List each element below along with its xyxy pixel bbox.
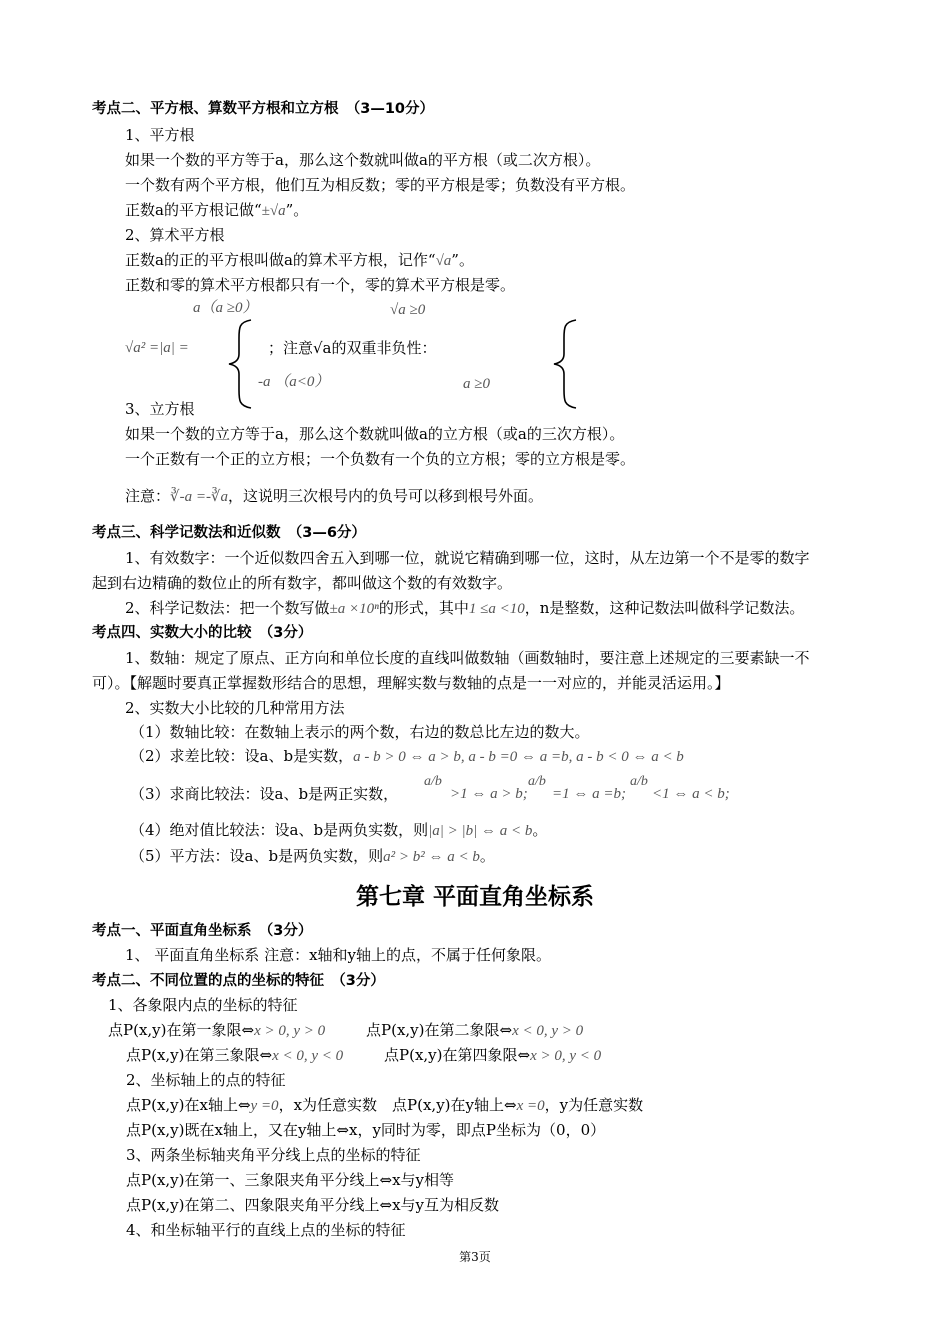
fraction-text: a/b: [528, 774, 546, 789]
text: （2）求差比较：设a、b是实数，: [130, 747, 354, 765]
text: 正数a的平方根记做“: [125, 201, 262, 219]
section-heading-scientific-notation: 考点三、科学记数法和近似数 （3—6分）: [92, 525, 366, 541]
text: 点P(x,y)在第一象限⇔: [108, 1021, 255, 1039]
formula: 1 ≤a <10: [468, 601, 525, 617]
method-item: [130, 820, 547, 841]
paragraph: 如果一个数的平方等于a，那么这个数就叫做a的平方根（或二次方根）。: [125, 151, 601, 169]
formula: =1 ⇔ a =b;: [552, 786, 626, 802]
fraction-text: a/b: [630, 774, 648, 789]
paragraph: [125, 200, 308, 221]
text: （4）绝对值比较法：设a、b是两负实数，则: [130, 821, 429, 839]
formula: ∛-a =-∛a: [170, 489, 228, 505]
section-heading-square-roots: 考点二、平方根、算数平方根和立方根 （3—10分）: [92, 101, 435, 117]
fraction: [424, 774, 442, 790]
formula: x =0: [516, 1098, 545, 1114]
case-left: √a² =|a| =: [125, 340, 189, 356]
text: 注意：: [125, 487, 171, 505]
chapter-title: 第七章 平面直角坐标系: [355, 884, 594, 910]
paragraph: [125, 486, 543, 507]
text: 的形式，其中: [378, 599, 469, 617]
text: ”。: [451, 251, 474, 269]
text: 。: [532, 821, 548, 839]
left-brace-icon: [225, 318, 255, 410]
subheading-cube-root: 3、立方根: [125, 400, 195, 418]
text: 点P(x,y)在第三象限⇔: [126, 1046, 273, 1064]
method-item: （1）数轴比较：在数轴上表示的两个数，右边的数总比左边的数大。: [130, 723, 590, 741]
formula: x < 0, y < 0: [272, 1048, 344, 1064]
paragraph: 如果一个数的立方等于a，那么这个数就叫做a的立方根（或a的三次方根）。: [125, 425, 625, 443]
case-top: a（a ≥0）: [193, 300, 258, 316]
left-brace-icon: [550, 318, 580, 410]
paragraph: 2、实数大小比较的几种常用方法: [125, 699, 345, 717]
formula: √a: [435, 253, 452, 269]
text: ，这说明三次根号内的负号可以移到根号外面。: [228, 487, 544, 505]
paragraph: 起到右边精确的数位止的所有数字，都叫做这个数的有效数字。: [92, 574, 513, 592]
text: 2、科学记数法：把一个数写做: [125, 599, 330, 617]
paragraph: 1、有效数字：一个近似数四舍五入到哪一位，就说它精确到哪一位，这时，从左边第一个不是零的数字: [125, 549, 810, 567]
fraction-text: a/b: [424, 774, 442, 789]
quadrant-line: [126, 1045, 343, 1066]
text: ，x为任意实数 点P(x,y)在y轴上⇔: [278, 1096, 517, 1114]
formula: |a| > |b| ⇔ a < b: [428, 823, 533, 839]
paragraph: 点P(x,y)既在x轴上，又在y轴上⇔x，y同时为零，即点P坐标为（0，0）: [126, 1121, 606, 1139]
text: （5）平方法：设a、b是两负实数，则: [130, 847, 384, 865]
quadrant-line: [384, 1045, 601, 1066]
section-heading-point-features: 考点二、不同位置的点的坐标的特征 （3分）: [92, 973, 385, 989]
subheading: 2、坐标轴上的点的特征: [126, 1071, 286, 1089]
formula: x > 0, y < 0: [530, 1048, 602, 1064]
text: （3）求商比较法：设a、b是两正实数，: [130, 785, 399, 803]
case-note: ；注意√a的双重非负性：: [268, 339, 437, 357]
text: ，n是整数，这种记数法叫做科学记数法。: [524, 599, 805, 617]
paragraph: 点P(x,y)在第二、四象限夹角平分线上⇔x与y互为相反数: [126, 1196, 500, 1214]
method-item: [130, 846, 495, 867]
subheading-arithmetic-root: 2、算术平方根: [125, 226, 225, 244]
paragraph: 可）。【解题时要真正掌握数形结合的思想，理解实数与数轴的点是一一对应的，并能灵活运用。】: [92, 674, 730, 692]
subheading-square-root: 1、平方根: [125, 126, 195, 144]
section-heading-comparison: 考点四、实数大小的比较 （3分）: [92, 625, 313, 641]
quadrant-line: [108, 1020, 325, 1041]
text: ”。: [285, 201, 309, 219]
paragraph: 一个正数有一个正的立方根；一个负数有一个负的立方根；零的立方根是零。: [125, 450, 636, 468]
subheading: 3、两条坐标轴夹角平分线上点的坐标的特征: [126, 1146, 421, 1164]
formula: x < 0, y > 0: [512, 1023, 584, 1039]
formula: <1 ⇔ a < b;: [652, 786, 730, 802]
formula: y =0: [250, 1098, 279, 1114]
case-bottom-right: a ≥0: [463, 376, 490, 392]
text: 点P(x,y)在第二象限⇔: [366, 1021, 513, 1039]
paragraph: 1、数轴：规定了原点、正方向和单位长度的直线叫做数轴（画数轴时，要注意上述规定的三要素缺一不: [125, 649, 810, 667]
method-item: [130, 746, 684, 767]
quadrant-line: [366, 1020, 583, 1041]
paragraph: 一个数有两个平方根，他们互为相反数；零的平方根是零；负数没有平方根。: [125, 176, 636, 194]
formula: a - b > 0 ⇔ a > b, a - b =0 ⇔ a =b, a - b < 0 ⇔ a < b: [353, 749, 684, 765]
formula: ±√a: [261, 203, 286, 219]
text: 点P(x,y)在第四象限⇔: [384, 1046, 531, 1064]
formula: ±a ×10ⁿ: [329, 601, 379, 617]
subheading: 4、和坐标轴平行的直线上点的坐标的特征: [126, 1221, 406, 1239]
axis-line: [126, 1095, 643, 1116]
text: 。: [479, 847, 495, 865]
paragraph: [125, 250, 474, 271]
formula: x > 0, y > 0: [254, 1023, 326, 1039]
formula: a² > b² ⇔ a < b: [383, 849, 480, 865]
text: 点P(x,y)在x轴上⇔: [126, 1096, 251, 1114]
paragraph: 正数和零的算术平方根都只有一个，零的算术平方根是零。: [125, 276, 516, 294]
text: ，y为任意实数: [544, 1096, 644, 1114]
paragraph: 点P(x,y)在第一、三象限夹角平分线上⇔x与y相等: [126, 1171, 455, 1189]
text: 正数a的正的平方根叫做a的算术平方根，记作“: [125, 251, 436, 269]
page-number: 第3页: [459, 1250, 491, 1264]
formula: >1 ⇔ a > b;: [450, 786, 528, 802]
section-heading-coordinate-system: 考点一、平面直角坐标系 （3分）: [92, 923, 313, 939]
case-top-right: √a ≥0: [390, 302, 426, 318]
paragraph: [125, 598, 804, 619]
subheading: 1、各象限内点的坐标的特征: [108, 996, 298, 1014]
paragraph: 1、 平面直角坐标系 注意：x轴和y轴上的点，不属于任何象限。: [125, 946, 552, 964]
method-item: [130, 784, 398, 804]
case-bottom: -a （a<0）: [258, 374, 330, 390]
